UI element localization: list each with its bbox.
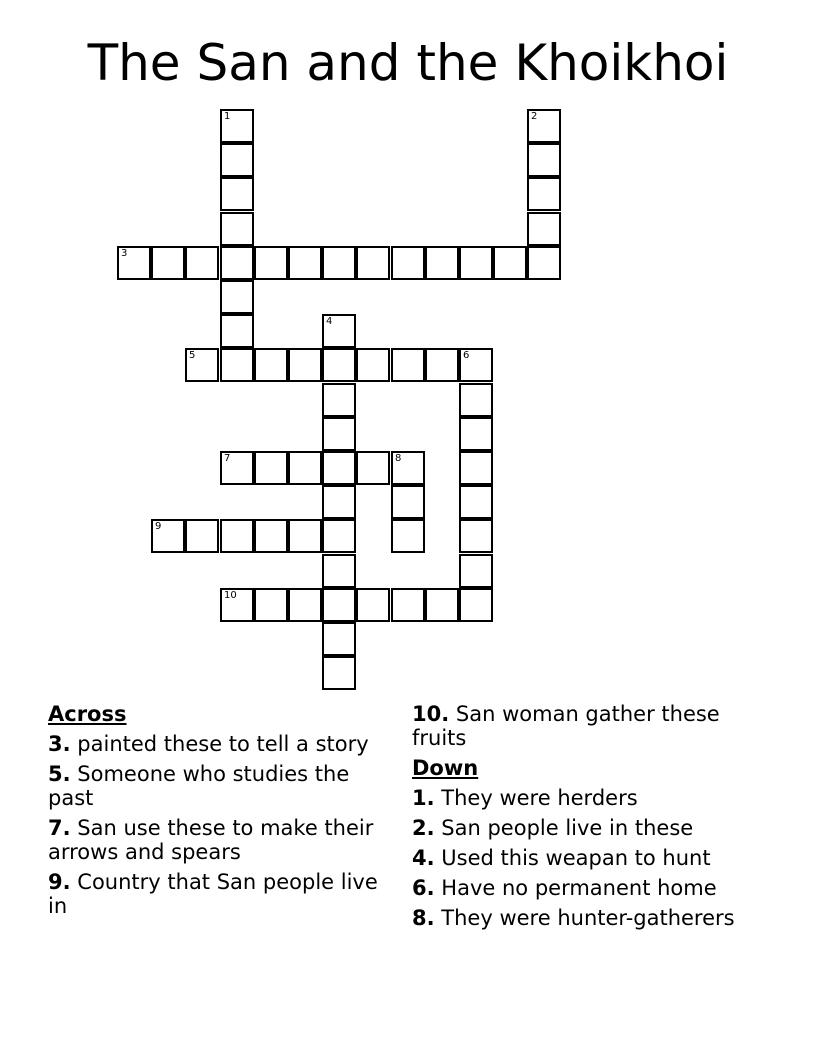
grid-cell[interactable]: [288, 588, 322, 622]
clue-number: 1: [412, 786, 427, 810]
grid-cell[interactable]: [527, 212, 561, 246]
grid-cell[interactable]: [391, 519, 425, 553]
across-heading: Across: [48, 702, 127, 726]
grid-cell[interactable]: [527, 143, 561, 177]
clue-text: San people live in these: [441, 816, 694, 840]
grid-cell[interactable]: [356, 588, 390, 622]
clue-number: 4: [412, 846, 427, 870]
grid-cell[interactable]: [425, 588, 459, 622]
grid-cell[interactable]: [322, 656, 356, 690]
clue-down-8: 8. They were hunter-gatherers: [412, 906, 735, 930]
clue-text: They were hunter-gatherers: [441, 906, 735, 930]
grid-cell[interactable]: [220, 143, 254, 177]
cell-number: 9: [155, 521, 162, 532]
clue-across-5: 5. Someone who studies the past: [48, 762, 350, 810]
grid-cell[interactable]: [254, 588, 288, 622]
grid-cell[interactable]: [220, 246, 254, 280]
grid-cell[interactable]: [322, 554, 356, 588]
cell-number: 7: [224, 453, 231, 464]
grid-cell[interactable]: [254, 519, 288, 553]
grid-cell[interactable]: [527, 109, 561, 143]
grid-cell[interactable]: [151, 519, 185, 553]
grid-cell[interactable]: [117, 246, 151, 280]
grid-cell[interactable]: [391, 246, 425, 280]
down-heading: Down: [412, 756, 479, 780]
clue-number: 5: [48, 762, 63, 786]
clue-number: 7: [48, 816, 63, 840]
grid-cell[interactable]: [527, 246, 561, 280]
grid-cell[interactable]: [151, 246, 185, 280]
grid-cell[interactable]: [391, 451, 425, 485]
grid-cell[interactable]: [322, 246, 356, 280]
cell-number: 6: [463, 350, 470, 361]
clue-text: San woman gather these fruits: [412, 702, 720, 750]
cell-number: 2: [531, 111, 538, 122]
grid-cell[interactable]: [493, 246, 527, 280]
clue-text: painted these to tell a story: [77, 732, 369, 756]
grid-cell[interactable]: [220, 177, 254, 211]
clue-across-9: 9. Country that San people live in: [48, 870, 378, 918]
clues-left-column: [48, 702, 378, 924]
grid-cell[interactable]: [459, 588, 493, 622]
grid-cell[interactable]: [220, 519, 254, 553]
grid-cell[interactable]: [220, 451, 254, 485]
clue-number: 2: [412, 816, 427, 840]
clue-text: Have no permanent home: [441, 876, 717, 900]
grid-cell[interactable]: [425, 348, 459, 382]
grid-cell[interactable]: [322, 383, 356, 417]
clue-down-6: 6. Have no permanent home: [412, 876, 717, 900]
grid-cell[interactable]: [322, 519, 356, 553]
grid-cell[interactable]: [459, 348, 493, 382]
clue-number: 8: [412, 906, 427, 930]
grid-cell[interactable]: [459, 519, 493, 553]
grid-cell[interactable]: [356, 246, 390, 280]
clue-across-7: 7. San use these to make their arrows and spears: [48, 816, 374, 864]
clue-across-3: 3. painted these to tell a story: [48, 732, 369, 756]
grid-cell[interactable]: [459, 417, 493, 451]
clue-across-10: 10. San woman gather these fruits: [412, 702, 720, 750]
grid-cell[interactable]: [391, 588, 425, 622]
cell-number: 10: [224, 590, 237, 601]
clue-text: Someone who studies the past: [48, 762, 350, 810]
grid-cell[interactable]: [459, 554, 493, 588]
grid-cell[interactable]: [391, 348, 425, 382]
cell-number: 1: [224, 111, 231, 122]
grid-cell[interactable]: [459, 383, 493, 417]
grid-cell[interactable]: [288, 348, 322, 382]
grid-cell[interactable]: [391, 485, 425, 519]
grid-cell[interactable]: [527, 177, 561, 211]
grid-cell[interactable]: [288, 451, 322, 485]
cell-number: 5: [189, 350, 196, 361]
grid-cell[interactable]: [459, 485, 493, 519]
grid-cell[interactable]: [220, 588, 254, 622]
grid-cell[interactable]: [254, 451, 288, 485]
cell-number: 8: [395, 453, 402, 464]
grid-cell[interactable]: [220, 280, 254, 314]
clue-down-4: 4. Used this weapan to hunt: [412, 846, 711, 870]
grid-cell[interactable]: [322, 588, 356, 622]
grid-cell[interactable]: [322, 348, 356, 382]
grid-cell[interactable]: [322, 314, 356, 348]
cell-number: 4: [326, 316, 333, 327]
grid-cell[interactable]: [220, 348, 254, 382]
clue-text: Country that San people live in: [48, 870, 378, 918]
clue-down-2: 2. San people live in these: [412, 816, 694, 840]
grid-cell[interactable]: [322, 417, 356, 451]
clues-right-column: [412, 702, 752, 936]
puzzle-title: The San and the Khoikhoi: [87, 34, 729, 92]
clue-number: 6: [412, 876, 427, 900]
grid-cell[interactable]: [459, 246, 493, 280]
grid-cell[interactable]: [356, 451, 390, 485]
clue-number: 9: [48, 870, 63, 894]
clue-text: San use these to make their arrows and spears: [48, 816, 374, 864]
grid-cell[interactable]: [185, 246, 219, 280]
grid-cell[interactable]: [220, 314, 254, 348]
grid-cell[interactable]: [220, 212, 254, 246]
grid-cell[interactable]: [254, 348, 288, 382]
grid-cell[interactable]: [288, 246, 322, 280]
grid-cell[interactable]: [322, 622, 356, 656]
clue-number: 10: [412, 702, 442, 726]
grid-cell[interactable]: [459, 451, 493, 485]
clue-number: 3: [48, 732, 63, 756]
grid-cell[interactable]: [288, 519, 322, 553]
grid-cell[interactable]: [254, 246, 288, 280]
grid-cell[interactable]: [185, 348, 219, 382]
grid-cell[interactable]: [322, 451, 356, 485]
clue-text: They were herders: [441, 786, 638, 810]
grid-cell[interactable]: [185, 519, 219, 553]
cell-number: 3: [121, 248, 128, 259]
grid-cell[interactable]: [220, 109, 254, 143]
grid-cell[interactable]: [322, 485, 356, 519]
grid-cell[interactable]: [425, 246, 459, 280]
clue-text: Used this weapan to hunt: [441, 846, 711, 870]
clue-down-1: 1. They were herders: [412, 786, 638, 810]
grid-cell[interactable]: [356, 348, 390, 382]
